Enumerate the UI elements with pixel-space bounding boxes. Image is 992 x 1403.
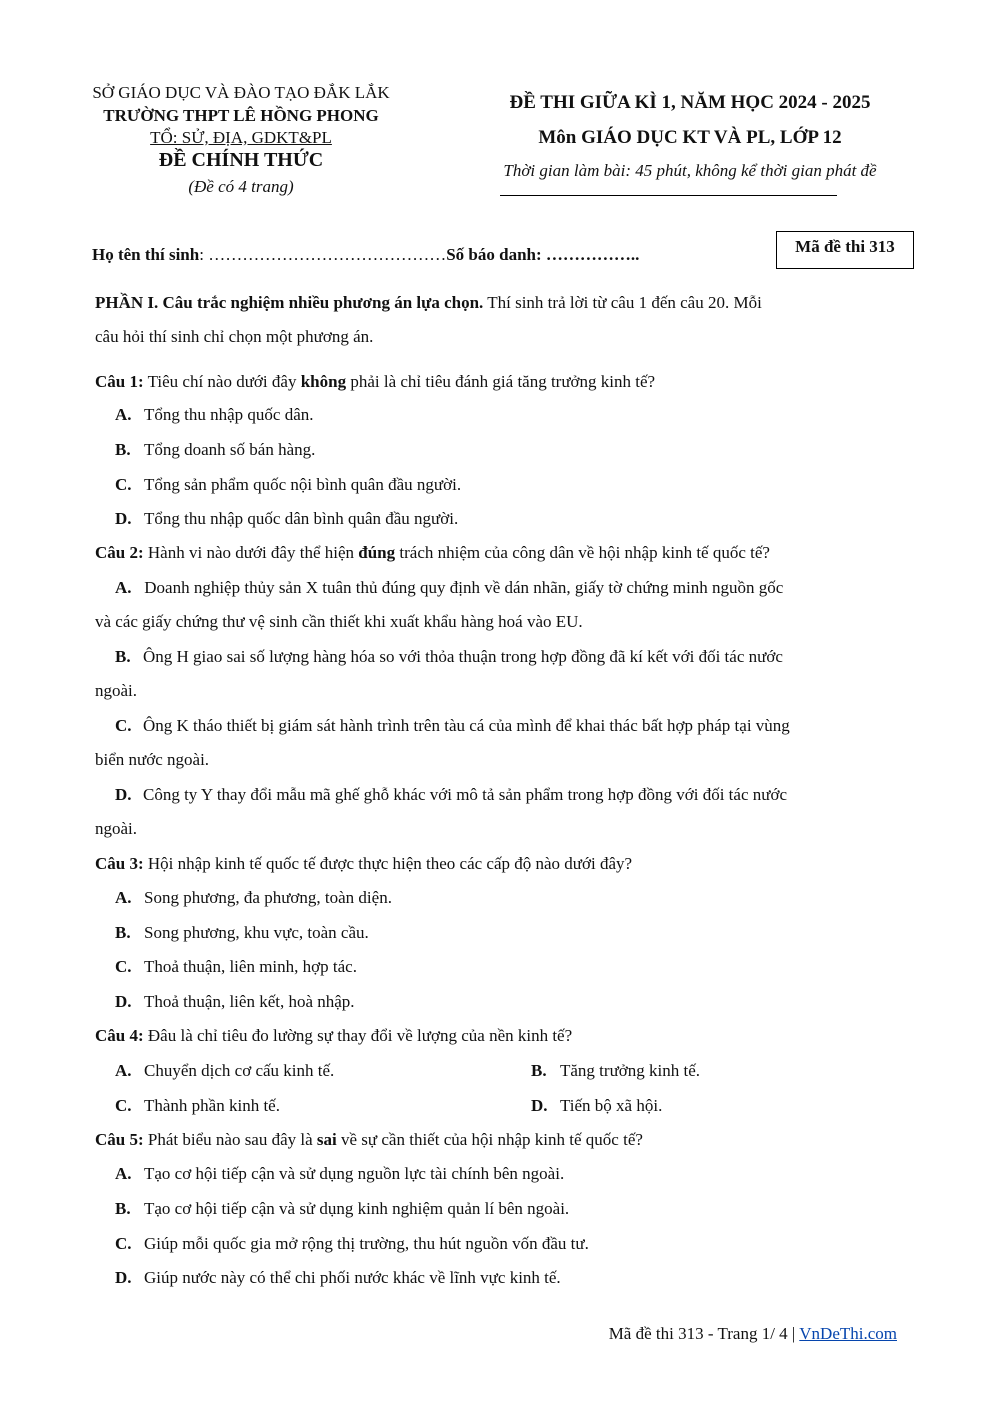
option-text: Ông H giao sai số lượng hàng hóa so với thỏa thuận trong hợp đồng đã kí kết với đối tác nước xyxy=(143,647,783,666)
option-text: Tổng thu nhập quốc dân. xyxy=(144,405,314,424)
q4-option-c xyxy=(115,1096,280,1116)
option-text: Tổng doanh số bán hàng. xyxy=(144,440,316,459)
part1-text: Thí sinh trả lời từ câu 1 đến câu 20. Mỗi xyxy=(483,293,762,312)
school-name: TRƯỜNG THPT LÊ HỒNG PHONG xyxy=(103,106,379,125)
q5-option-d xyxy=(115,1268,561,1288)
q2-option-b xyxy=(115,647,783,667)
option-label: C. xyxy=(115,1234,132,1253)
name-dots: : …………………………………… xyxy=(199,245,447,264)
official-label: ĐỀ CHÍNH THỨC xyxy=(158,149,324,171)
option-text: Tạo cơ hội tiếp cận và sử dụng kinh nghiệm quản lí bên ngoài. xyxy=(144,1199,570,1218)
q2-option-a xyxy=(115,578,783,598)
question-2 xyxy=(95,543,770,563)
question-text: Phát biểu nào sau đây là xyxy=(143,1130,317,1149)
option-text: Công ty Y thay đổi mẫu mã ghế ghỗ khác với mô tả sản phẩm trong hợp đồng với đối tác nước xyxy=(143,785,787,804)
q2-option-c xyxy=(115,716,790,736)
q2-option-a-cont: và các giấy chứng thư vệ sinh cần thiết khi xuất khẩu hàng hoá vào EU. xyxy=(95,612,583,631)
question-text: phải là chỉ tiêu đánh giá tăng trưởng kinh tế? xyxy=(346,372,656,391)
question-label: Câu 3: xyxy=(95,854,144,873)
q5-option-a xyxy=(115,1164,564,1184)
option-text: Tăng trưởng kinh tế. xyxy=(560,1061,701,1080)
option-text: Giúp mỗi quốc gia mở rộng thị trường, thu hút nguồn vốn đầu tư. xyxy=(144,1234,589,1253)
q4-option-a xyxy=(115,1061,334,1081)
exam-title: ĐỀ THI GIỮA KÌ 1, NĂM HỌC 2024 - 2025 xyxy=(509,92,871,113)
option-text: Song phương, khu vực, toàn cầu. xyxy=(144,923,369,942)
option-text: Thoả thuận, liên minh, hợp tác. xyxy=(144,957,357,976)
option-text: Thành phần kinh tế. xyxy=(144,1096,280,1115)
question-label: Câu 4: xyxy=(95,1026,144,1045)
header-divider xyxy=(500,195,837,196)
option-label: B. xyxy=(115,440,131,459)
q2-option-d xyxy=(115,785,787,805)
option-text: Doanh nghiệp thủy sản X tuân thủ đúng quy định về dán nhãn, giấy tờ chứng minh nguồn gốc xyxy=(140,578,784,597)
option-label: A. xyxy=(115,888,132,907)
option-label: D. xyxy=(115,785,132,804)
option-text: Ông K tháo thiết bị giám sát hành trình trên tàu cá của mình để khai thác bất hợp pháp tại vùng xyxy=(143,716,790,735)
q1-option-b xyxy=(115,440,315,460)
group-wrap xyxy=(40,128,442,148)
q3-option-b xyxy=(115,923,369,943)
option-text: Chuyển dịch cơ cấu kinh tế. xyxy=(144,1061,335,1080)
option-label: C. xyxy=(115,716,132,735)
option-label: A. xyxy=(115,405,132,424)
question-text: Đâu là chỉ tiêu đo lường sự thay đổi về lượng của nền kinh tế? xyxy=(143,1026,573,1045)
option-label: D. xyxy=(531,1096,548,1115)
page-count: (Đề có 4 trang) xyxy=(188,177,294,196)
option-label: C. xyxy=(115,475,132,494)
option-label: B. xyxy=(115,923,131,942)
option-label: B. xyxy=(115,647,131,666)
q2-option-d-cont: ngoài. xyxy=(95,819,138,838)
question-label: Câu 2: xyxy=(95,543,144,562)
question-label: Câu 5: xyxy=(95,1130,144,1149)
option-label: D. xyxy=(115,1268,132,1287)
time-note: Thời gian làm bài: 45 phút, không kể thời gian phát đề xyxy=(503,161,877,180)
department-name: SỞ GIÁO DỤC VÀ ĐÀO TẠO ĐẮK LẮK xyxy=(92,83,390,102)
option-text: Giúp nước này có thể chi phối nước khác về lĩnh vực kinh tế. xyxy=(144,1268,561,1287)
question-text: trách nhiệm của công dân về hội nhập kinh tế quốc tế? xyxy=(395,543,770,562)
question-text: Hành vi nào dưới đây thể hiện xyxy=(143,543,359,562)
option-label: A. xyxy=(115,1164,132,1183)
option-label: B. xyxy=(115,1199,131,1218)
question-4 xyxy=(95,1026,572,1046)
question-text: Tiêu chí nào dưới đây xyxy=(143,372,301,391)
q4-option-b xyxy=(531,1061,700,1081)
q3-option-d xyxy=(115,992,355,1012)
question-text: Hội nhập kinh tế quốc tế được thực hiện theo các cấp độ nào dưới đây? xyxy=(143,854,633,873)
q2-option-b-cont: ngoài. xyxy=(95,681,138,700)
sbd-label: Số báo danh: …………….. xyxy=(446,245,640,264)
question-label: Câu 1: xyxy=(95,372,144,391)
option-text: Tổng sản phẩm quốc nội bình quân đầu người. xyxy=(144,475,462,494)
option-text: Tạo cơ hội tiếp cận và sử dụng nguồn lực tài chính bên ngoài. xyxy=(144,1164,565,1183)
option-label: D. xyxy=(115,992,132,1011)
question-emphasis: đúng xyxy=(358,543,396,562)
q1-option-a xyxy=(115,405,314,425)
candidate-line xyxy=(92,245,639,265)
q3-option-a xyxy=(115,888,392,908)
question-text: về sự cần thiết của hội nhập kinh tế quốc tế? xyxy=(336,1130,643,1149)
option-label: C. xyxy=(115,1096,132,1115)
q3-option-c xyxy=(115,957,357,977)
question-1 xyxy=(95,372,655,392)
subject-title: Môn GIÁO DỤC KT VÀ PL, LỚP 12 xyxy=(538,127,842,148)
option-text: Song phương, đa phương, toàn diện. xyxy=(144,888,392,907)
option-text: Thoả thuận, liên kết, hoà nhập. xyxy=(144,992,355,1011)
option-label: B. xyxy=(531,1061,547,1080)
q1-option-c xyxy=(115,475,461,495)
question-5 xyxy=(95,1130,643,1150)
name-label: Họ tên thí sinh xyxy=(92,245,200,264)
q5-option-b xyxy=(115,1199,569,1219)
q1-option-d xyxy=(115,509,458,529)
option-label: A. xyxy=(115,1061,132,1080)
question-3 xyxy=(95,854,632,874)
site-link[interactable]: VnDeThi.com xyxy=(799,1324,897,1343)
group-name: TỔ: SỬ, ĐỊA, GDKT&PL xyxy=(150,128,332,147)
part1-text-2: câu hỏi thí sinh chỉ chọn một phương án. xyxy=(95,327,374,346)
q5-option-c xyxy=(115,1234,589,1254)
part1-intro xyxy=(95,293,762,313)
option-label: D. xyxy=(115,509,132,528)
question-emphasis: không xyxy=(300,372,347,391)
part1-title: PHẦN I. Câu trắc nghiệm nhiều phương án lựa chọn. xyxy=(95,293,484,312)
question-emphasis: sai xyxy=(316,1130,337,1149)
option-text: Tổng thu nhập quốc dân bình quân đầu người. xyxy=(144,509,459,528)
option-label: C. xyxy=(115,957,132,976)
footer-text: Mã đề thi 313 - Trang 1/ 4 | xyxy=(608,1324,800,1343)
option-text: Tiến bộ xã hội. xyxy=(560,1096,663,1115)
option-label: A. xyxy=(115,578,132,597)
q4-option-d xyxy=(531,1096,662,1116)
exam-code-box: Mã đề thi 313 xyxy=(776,231,914,269)
q2-option-c-cont: biển nước ngoài. xyxy=(95,750,210,769)
page-footer xyxy=(609,1324,897,1344)
